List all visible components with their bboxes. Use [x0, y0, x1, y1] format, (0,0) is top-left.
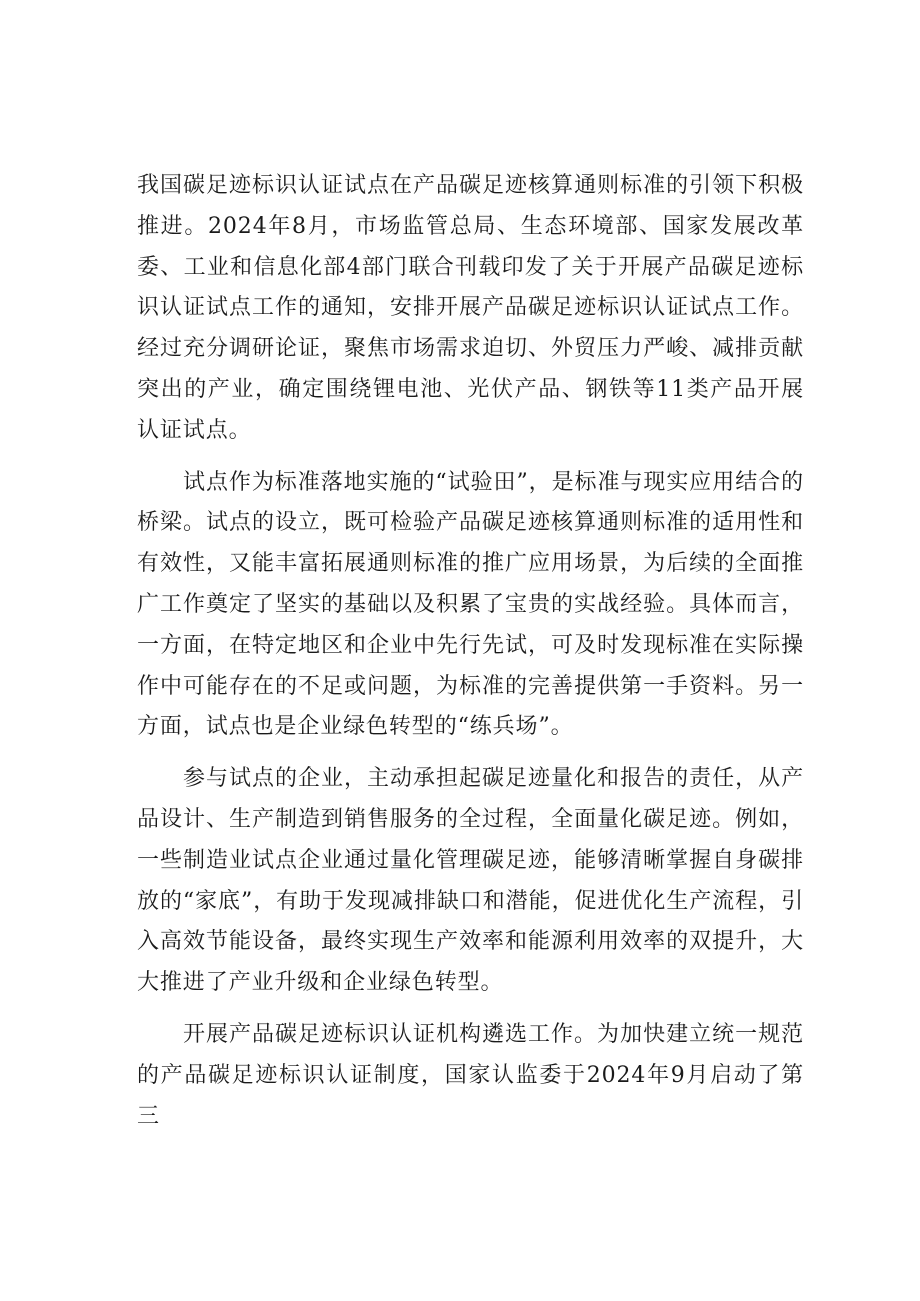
paragraph-1: 我国碳足迹标识认证试点在产品碳足迹核算通则标准的引领下积极推进。2024年8月，市场监管总局、生态环境部、国家发展改革委、工业和信息化部4部门联合刊载印发了关于开展产品碳足迹标识认证试点工作的通知，安排开展产品碳足迹标识认证试点工作。经过充分调研论证，聚焦市场需求迫切、外贸压力严峻、减排贡献突出的产业，确定围绕锂电池、光伏产品、钢铁等11类产品开展认证试点。 [137, 173, 804, 443]
paragraph-3: 参与试点的企业，主动承担起碳足迹量化和报告的责任，从产品设计、生产制造到销售服务的全过程，全面量化碳足迹。例如，一些制造业试点企业通过量化管理碳足迹，能够清晰掌握自身碳排放的“家底”，有助于发现减排缺口和潜能，促进优化生产流程，引入高效节能设备，最终实现生产效率和能源利用效率的双提升，大大推进了产业升级和企业绿色转型。 [137, 766, 804, 996]
paragraph-4: 开展产品碳足迹标识认证机构遴选工作。为加快建立统一规范的产品碳足迹标识认证制度，国家认监委于2024年9月启动了第三 [137, 1021, 804, 1129]
paragraph-2: 试点作为标准落地实施的“试验田”，是标准与现实应用结合的桥梁。试点的设立，既可检验产品碳足迹核算通则标准的适用性和有效性，又能丰富拓展通则标准的推广应用场景，为后续的全面推广工作奠定了坚实的基础以及积累了宝贵的实战经验。具体而言，一方面，在特定地区和企业中先行先试，可及时发现标准在实际操作中可能存在的不足或问题，为标准的完善提供第一手资料。另一方面，试点也是企业绿色转型的“练兵场”。 [137, 469, 804, 740]
document-body [137, 166, 804, 1148]
